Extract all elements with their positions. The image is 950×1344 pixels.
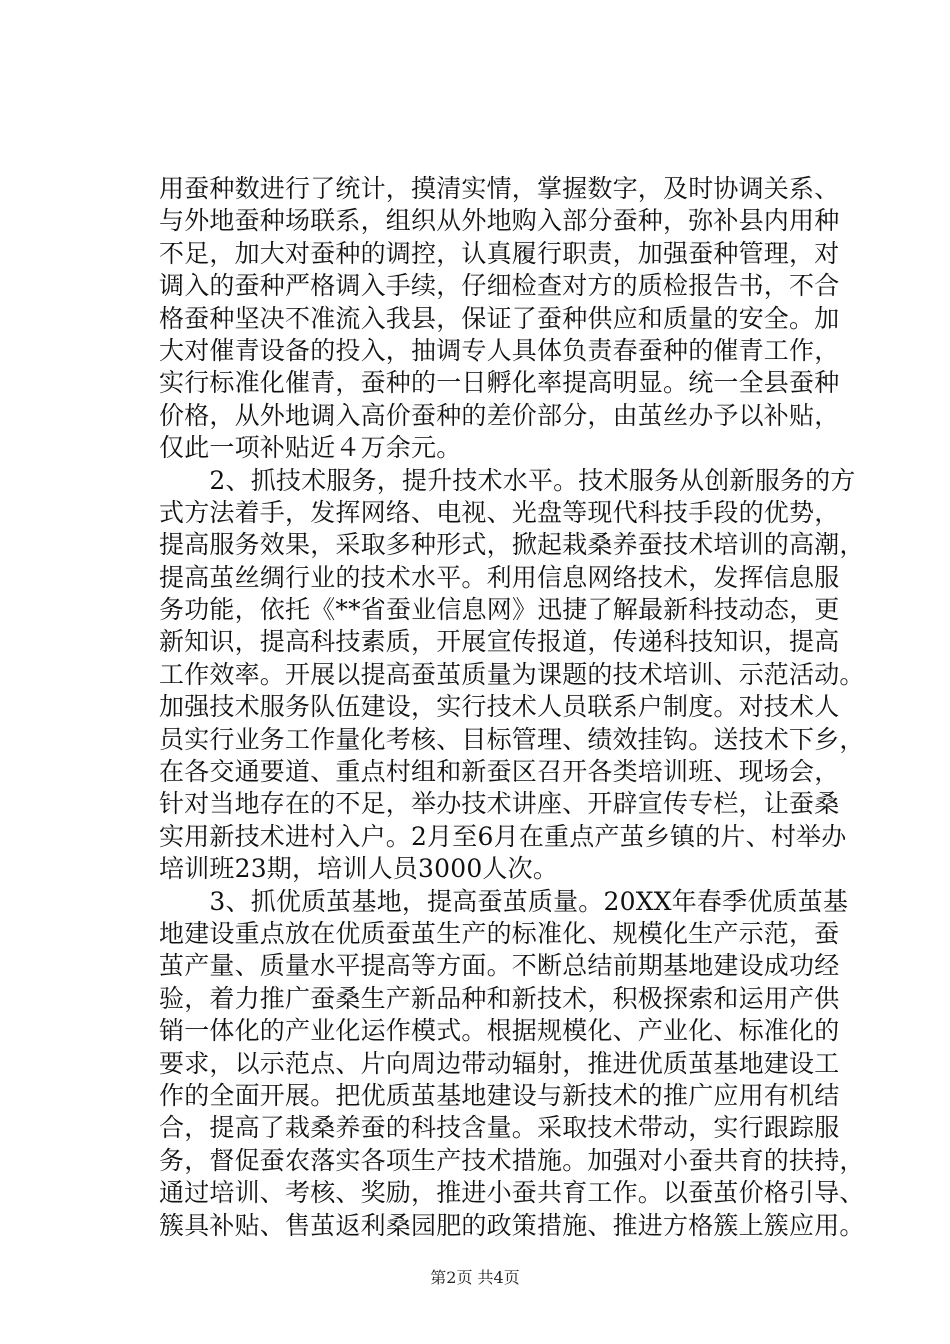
text-line: 务功能，依托《**省蚕业信息网》迅捷了解最新科技动态，更: [159, 595, 840, 625]
body-text: [159, 173, 865, 1242]
page-footer: 第2页 共4页: [430, 1268, 520, 1287]
text-line: 工作效率。开展以提高蚕茧质量为课题的技术培训、示范活动。: [159, 659, 865, 689]
text-line: 实用新技术进村入户。2月至6月在重点产茧乡镇的片、村举办: [159, 821, 847, 851]
text-line: 格蚕种坚决不准流入我县，保证了蚕种供应和质量的安全。加: [159, 303, 840, 333]
text-line: 2、抓技术服务，提升技术水平。技术服务从创新服务的方: [159, 465, 856, 495]
text-line: 价格，从外地调入高价蚕种的差价部分，由茧丝办予以补贴，: [159, 400, 840, 430]
text-line: 3、抓优质茧基地，提高蚕茧质量。20XX年春季优质茧基: [159, 886, 849, 916]
text-line: 作的全面开展。把优质茧基地建设与新技术的推广应用有机结: [159, 1080, 840, 1110]
text-line: 培训班23期，培训人员3000人次。: [159, 854, 559, 884]
text-line: 务，督促蚕农落实各项生产技术措施。加强对小蚕共育的扶持，: [159, 1145, 865, 1175]
text-line: 销一体化的产业化运作模式。根据规模化、产业化、标准化的: [159, 1016, 840, 1046]
text-line: 用蚕种数进行了统计，摸清实情，掌握数字，及时协调关系、: [159, 174, 840, 203]
text-line: 验，着力推广蚕桑生产新品种和新技术，积极探索和运用产供: [159, 983, 840, 1013]
text-line: 仅此一项补贴近４万余元。: [159, 433, 462, 463]
text-line: 实行标准化催青，蚕种的一日孵化率提高明显。统一全县蚕种: [159, 368, 840, 398]
text-line: 提高茧丝绸行业的技术水平。利用信息网络技术，发挥信息服: [159, 562, 840, 592]
text-line: 茧产量、质量水平提高等方面。不断总结前期基地建设成功经: [159, 951, 840, 981]
text-line: 要求，以示范点、片向周边带动辐射，推进优质茧基地建设工: [159, 1048, 840, 1078]
text-line: 通过培训、考核、奖励，推进小蚕共育工作。以蚕茧价格引导、: [159, 1178, 865, 1208]
text-line: 簇具补贴、售茧返利桑园肥的政策措施、推进方格簇上簇应用。: [159, 1210, 865, 1240]
text-line: 提高服务效果，采取多种形式，掀起栽桑养蚕技术培训的高潮，: [159, 530, 865, 560]
text-line: 新知识，提高科技素质，开展宣传报道，传递科技知识，提高: [159, 627, 840, 657]
text-line: 地建设重点放在优质蚕茧生产的标准化、规模化生产示范，蚕: [159, 918, 840, 948]
text-line: 调入的蚕种严格调入手续，仔细检查对方的质检报告书，不合: [159, 271, 840, 301]
text-line: 式方法着手，发挥网络、电视、光盘等现代科技手段的优势，: [159, 497, 840, 527]
text-line: 大对催青设备的投入，抽调专人具体负责春蚕种的催青工作，: [159, 335, 840, 365]
text-line: 不足，加大对蚕种的调控，认真履行职责，加强蚕种管理，对: [159, 238, 840, 268]
text-line: 员实行业务工作量化考核、目标管理、绩效挂钩。送技术下乡，: [159, 724, 865, 754]
text-line: 在各交通要道、重点村组和新蚕区召开各类培训班、现场会，: [159, 757, 840, 787]
text-line: 针对当地存在的不足，举办技术讲座、开辟宣传专栏，让蚕桑: [159, 789, 840, 819]
text-line: 加强技术服务队伍建设，实行技术人员联系户制度。对技术人: [159, 692, 840, 722]
text-line: 合，提高了栽桑养蚕的科技含量。采取技术带动，实行跟踪服: [159, 1113, 840, 1143]
text-line: 与外地蚕种场联系，组织从外地购入部分蚕种，弥补县内用种: [159, 206, 840, 236]
